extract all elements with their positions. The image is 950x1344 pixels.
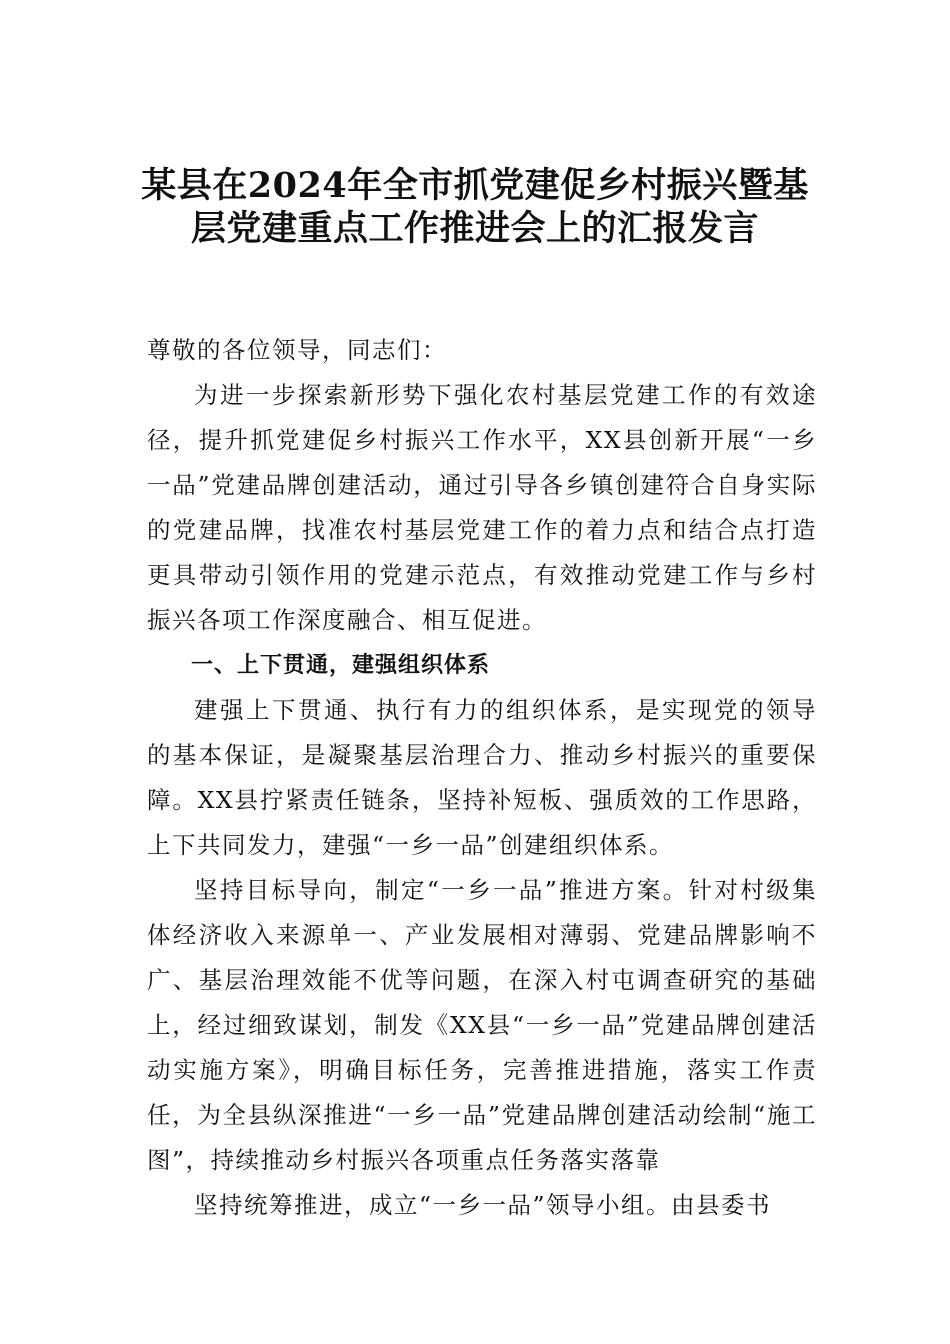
paragraph-section1-intro: 建强上下贯通、执行有力的组织体系，是实现党的领导的基本保证，是凝聚基层治理合力、推动乡村振兴的重要保障。XX县拧紧责任链条，坚持补短板、强质效的工作思路，上下共同发力，建强“一乡一品”创建组织体系。	[147, 696, 817, 859]
paragraph-intro: 为进一步探索新形势下强化农村基层党建工作的有效途径，提升抓党建促乡村振兴工作水平，XX县创新开展“一乡一品”党建品牌创建活动，通过引导各乡镇创建符合自身实际的党建品牌，找准农村基层党建工作的着力点和结合点打造更具带动引领作用的党建示范点，有效推动党建工作与乡村振兴各项工作深度融合、相互促进。	[147, 381, 817, 634]
salutation: 尊敬的各位领导，同志们：	[147, 336, 447, 364]
document-title-line-2: 层党建重点工作推进会上的汇报发言	[190, 208, 759, 249]
paragraph-target-orientation: 坚持目标导向，制定“一乡一品”推进方案。针对村级集体经济收入来源单一、产业发展相对薄弱、党建品牌影响不广、基层治理效能不优等问题，在深入村屯调查研究的基础上，经过细致谋划，制发《XX县“一乡一品”党建品牌创建活动实施方案》，明确目标任务，完善推进措施，落实工作责任，为全县纵深推进“一乡一品”党建品牌创建活动绘制“施工图”，持续推动乡村振兴各项重点任务落实落靠	[147, 876, 817, 1174]
document-body	[147, 328, 817, 1228]
section-heading-1: 一、上下贯通，建强组织体系	[191, 653, 491, 678]
document-title-line-1: 某县在2024年全市抓党建促乡村振兴暨基	[141, 165, 809, 206]
paragraph-overall-planning: 坚持统筹推进，成立“一乡一品”领导小组。由县委书	[194, 1191, 772, 1219]
